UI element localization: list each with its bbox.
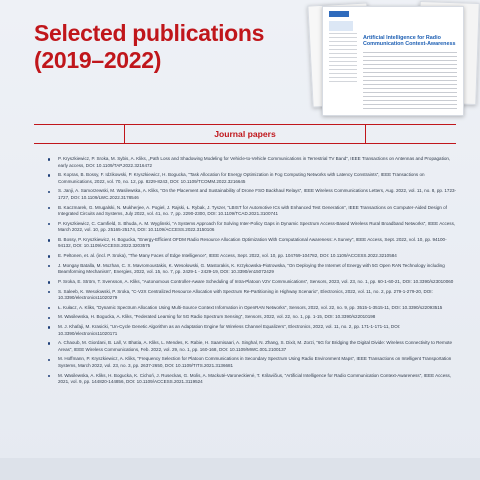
- bullet-icon: [48, 223, 50, 225]
- list-item: [48, 172, 458, 185]
- reference-text: B. Kaczmarek, G. Mrugalski, N. Mukherjee, A. Pogiel, J. Rajski, Ł. Rybak, J. Tyszer, “LBIST for Automotive ICs with Enhanced Test Generation”, IEEE Transactions on Computer-Aided Design of Integrated Circuits and Systems, July 2022, vol. 41, no. 7, pp. 2290-2300, DOI: 10.1109/TCAD.2021.3100741: [58, 204, 447, 217]
- reference-list: [48, 156, 458, 389]
- page-title: [34, 20, 284, 74]
- reference-text: S. Saleeb, K. Wesołowski, P. Sroka, “C-V2X Centralized Resource Allocation with Spectrum Re-Partitioning in Highway Scenario”, Electronics, 2022, vol. 11, no. 2, pp. 279-1-279-20, DOI: 10.3390/electronics11020279: [58, 288, 433, 301]
- list-item: [48, 188, 458, 201]
- list-item: [48, 373, 458, 386]
- bullet-icon: [48, 191, 50, 193]
- reference-text: P. Kryszkiewicz, P. Sroka, M. Sybis, A. Kliks, „Path Loss and Shadowing Modeling for Vehicle-to-Vehicle Communications in Terrestrial TV Band”, IEEE Transactions on Antennas and Propagation, early access, DOI: 10.1109/TAP.2022.3216472: [58, 156, 451, 168]
- list-item: [48, 279, 458, 286]
- section-label: Journal papers: [214, 129, 276, 139]
- list-item: [48, 314, 458, 321]
- reference-text: Ł. Kułacz, A. Kliks, “Dynamic Spectrum Allocation Using Multi-Source Context Information in OpenRAN Networks”, Sensors, 2022, vol. 22, no. 9, pp. 3515-1-3515-11, DOI: 10.3390/s22093515: [58, 304, 443, 310]
- list-item: [48, 237, 458, 250]
- bullet-icon: [48, 207, 50, 209]
- reference-text: M. Wasilewska, A. Kliks, H. Bogucka, K. Cichoń, J. Ruseckas, G. Molis, A. Mackutė-Varoneckienė, T. Krilavičius, “Artificial Intelligence for Radio Communication Context-Awareness”, IEEE Access, 2021, vol. 9, pp. 144820-144856, DOI: 10.1109/ACCESS.2021.3119524: [58, 372, 452, 385]
- list-item: [48, 205, 458, 218]
- journal-cover-image: [329, 21, 353, 31]
- reference-text: J. Mongay Batalla, M. Mozhan, C. X. Mavromoustakis, K. Wesołowski, G. Mastorakis, K. Krzykowska-Piotrowska, “On Deploying the Internet of Energy with 5G Open RAN Technology including Beamforming Mechanism”, Energies, 2022, vol. 15, no. 7, pp. 2429-1 - 2429-19, DOI: 10.3390/en15072429: [58, 262, 445, 275]
- reference-text: A. Chaoub, M. Giordani, B. Lall, V. Bhatia, A. Kliks, L. Mendes, K. Rabie, H. Saarnisaari, A. Singhal, N. Zhang, S. Dixit, M. Zorzi, “6G for Bridging the Digital Divide: Wireless Connectivity to Remote Areas”, IEEE Wireless Communications, Feb. 2022, vol. 29, no. 1, pp. 160-168, DOI: 10.1109/MWC.001.2100137: [58, 340, 453, 352]
- bullet-icon: [48, 291, 50, 293]
- reference-text: E. Peltonen, et. al. (incl. P. Sroka), “The Many Faces of Edge Intelligence”, IEEE Access, Sept. 2022, vol. 10, pp. 104769-104782, DOI: 10.1109/ACCESS.2022.3210584: [58, 253, 397, 259]
- bullet-icon: [48, 158, 50, 160]
- bullet-icon: [48, 359, 50, 361]
- bullet-icon: [48, 342, 50, 344]
- reference-text: B. Bossy, P. Kryszkiewicz, H. Bogucka, “Energy-Efficient OFDM Radio Resource Allocation Optimization With Computational Awareness: A Survey”, IEEE Access, Sept. 2022, vol. 10, pp. 94100-94132, DOI: 10.1109/ACCESS.2022.3203575: [58, 236, 447, 249]
- list-item: [48, 156, 458, 169]
- reference-text: M. Hoffmann, P. Kryszkiewicz, A. Kliks, “Frequency Selection for Platoon Communications in Secondary Spectrum Using Radio Environment Maps”, IEEE Transactions on Intelligent Transportation Systems, March 2022, vol. 23, no. 3, pp. 2637-2650, DOI: 10.1109/TITS.2021.3136681: [58, 356, 452, 368]
- page-title-line-1: Selected publications: [34, 20, 265, 46]
- list-item: [48, 289, 458, 302]
- reference-text: B. Kopras, B. Bossy, F. Idzikowski, P. Kryszkiewicz, H. Bogucka, “Task Allocation for Energy Optimization in Fog Computing Networks with Latency Constraints”, IEEE Transactions on Communications, 2022, vol. 70, no. 12, pp. 8229-8243, DOI: 10.1109/TCOMM.2022.3216645: [58, 172, 425, 184]
- page-title-line-2: (2019–2022): [34, 47, 162, 73]
- paper-thumbnail-title: Artificial Intelligence for Radio Communication Context-Awareness: [363, 35, 456, 48]
- bullet-icon: [48, 174, 50, 176]
- list-item: [48, 253, 458, 260]
- bullet-icon: [48, 375, 50, 377]
- list-item: [48, 356, 458, 369]
- reference-text: M. J. Khafaji, M. Krasicki, “Un-Cycle Genetic Algorithm as an Adaptation Engine for Wireless Channel Equalizers”, Electronics, 2022, vol. 11, no. 2, pp. 171-1-171-11, DOI: 10.3390/electronics11020171: [58, 324, 401, 336]
- reference-text: S. Janji, A. Samorzewski, M. Wasilewska, A. Kliks, “On the Placement and Sustainability of Drone FSO Backhaul Relays”, IEEE Wireless Communications Letters, Aug. 2022, vol. 11, no. 8, pp. 1723-1727, DOI: 10.1109/LWC.2022.3178546: [58, 188, 457, 200]
- reference-text: M. Wasilewska, H. Bogucka, A. Kliks, “Federated Learning for 5G Radio Spectrum Sensing”, Sensors, 2022, vol. 22, no. 1, pp. 1-15, DOI: 10.3390/s22010198: [58, 314, 376, 320]
- reference-text: P. Kryszkiewicz, C. Camfield, S. Bhuda, A. M. Wyglinski, “A Systems Approach for Solving Inter-Policy Gaps in Dynamic Spectrum Access-Based Wireless Rural Broadband Networks”, IEEE Access, March 2022, vol. 10, pp. 25165-25174, DOI: 10.1109/ACCESS.2022.3150106: [58, 220, 456, 233]
- journal-logo: [329, 11, 349, 17]
- paper-thumbnail-stack: [300, 0, 480, 118]
- paper-sidebar-lines: [329, 33, 357, 85]
- list-item: [48, 340, 458, 353]
- list-item: [48, 324, 458, 337]
- bottom-band: [0, 458, 480, 480]
- list-item: [48, 263, 458, 276]
- section-header: [34, 124, 456, 144]
- paper-thumbnail-front: [322, 6, 464, 116]
- list-item: [48, 221, 458, 234]
- bullet-icon: [48, 326, 50, 328]
- bullet-icon: [48, 255, 50, 257]
- bullet-icon: [48, 281, 50, 283]
- bullet-icon: [48, 239, 50, 241]
- bullet-icon: [48, 307, 50, 309]
- list-item: [48, 305, 458, 312]
- paper-body-lines: [363, 52, 457, 109]
- bullet-icon: [48, 317, 50, 319]
- reference-text: P. Sroka, E. Ström, T. Svensson, A. Kliks, “Autonomous Controller-Aware Scheduling of Intra-Platoon V2V Communications”, Sensors, 2023, vol. 23, no. 1, pp. 60-1-60-21, DOI: 10.3390/s23010060: [58, 278, 454, 284]
- bullet-icon: [48, 265, 50, 267]
